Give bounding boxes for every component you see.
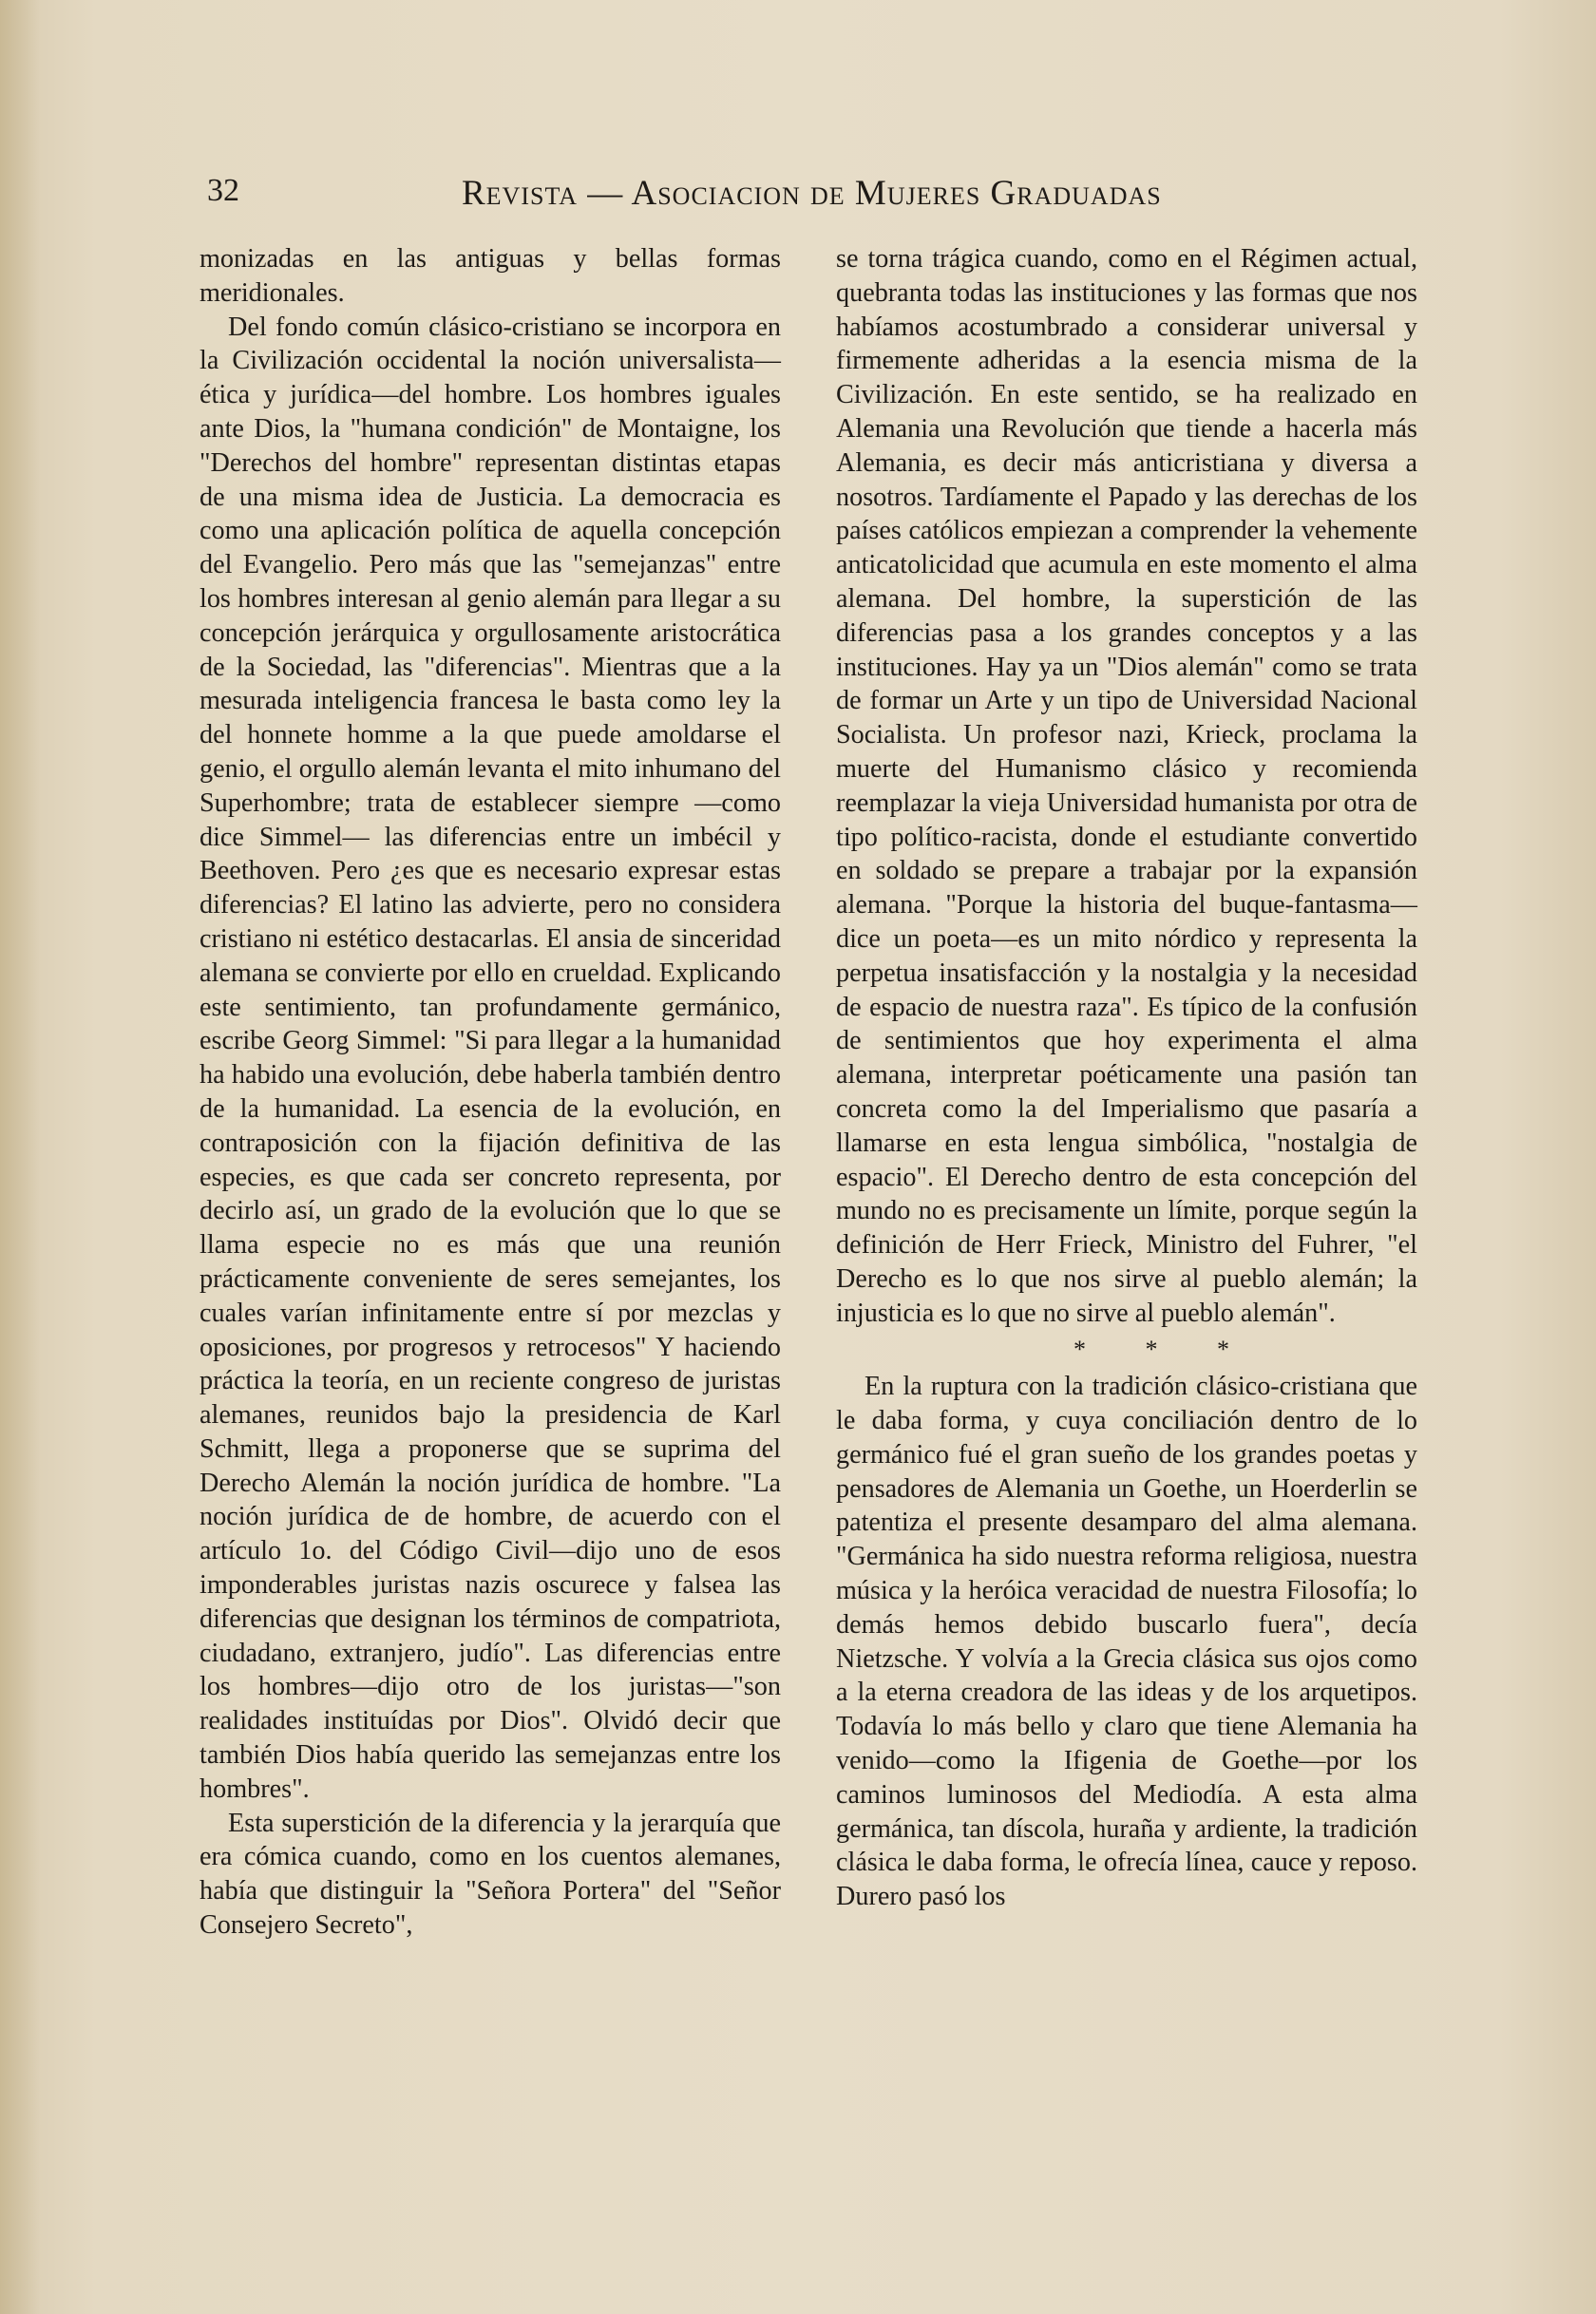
page-number: 32 bbox=[207, 173, 239, 208]
paragraph: Esta superstición de la diferencia y la jerarquía que era cómica cuando, como en los cuentos alemanes, había que distinguir la "Señora Portera" del "Señor Consejero Secreto", bbox=[200, 1808, 781, 1941]
paragraph: se torna trágica cuando, como en el Régimen actual, quebranta todas las instituciones y las formas que nos habíamos acostumbrado a considerar universal y firmemente adheridas a la esencia misma de la Civilización. En este sentido, se ha realizado en Alemania una Revolución que tiende a hacerla más Alemania, es decir más anticristiana y diversa a nosotros. Tardíamente el Papado y las derechas de los países católicos empiezan a comprender la vehemente anticatolicidad que acumula en este momento el alma alemana. Del hombre, la superstición de las diferencias pasa a los grandes conceptos y a las instituciones. Hay ya un "Dios alemán" como se trata de formar un Arte y un tipo de Universidad Nacional Socialista. Un profesor nazi, Krieck, proclama la muerte del Humanismo clásico y recomienda reemplazar la vieja Universidad humanista por otra de tipo político-racista, donde el estudiante convertido en soldado se prepare a trabajar por la expansión alemana. "Porque la historia del buque-fantasma—dice un poeta—es un mito nórdico y representa la perpetua insatisfacción y la nostalgia y la necesidad de espacio de nuestra raza". Es típico de la confusión de sentimientos que hoy experimenta el alma alemana, interpretar poéticamente una pasión tan concreta como la del Imperialismo que pasaría a llamarse en esta lengua simbólica, "nostalgia de espacio". El Derecho dentro de esta concepción del mundo no es precisamente un límite, porque según la definición de Herr Frieck, Ministro del Fuhrer, "el Derecho es lo que nos sirve al pueblo alemán; la injusticia es lo que no sirve al pueblo alemán". bbox=[836, 244, 1417, 1328]
right-column bbox=[836, 242, 1417, 1914]
journal-title: Revista — Asociacion de Mujeres Graduadas bbox=[462, 174, 1162, 213]
left-column bbox=[200, 242, 781, 1943]
page-header bbox=[207, 169, 1233, 218]
section-separator: * * * bbox=[1074, 1335, 1256, 1363]
paragraph: monizadas en las antiguas y bellas formas meridionales. bbox=[200, 244, 781, 308]
paragraph: En la ruptura con la tradición clásico-cristiana que le daba forma, y cuya conciliación dentro de lo germánico fué el gran sueño de los grandes poetas y pensadores de Alemania un Goethe, un Hoerderlin se patentiza el presente desamparo del alma alemana. "Germánica ha sido nuestra reforma religiosa, nuestra música y la heróica veracidad de nuestra Filosofía; lo demás hemos debido buscarlo fuera", decía Nietzsche. Y volvía a la Grecia clásica sus ojos como a la eterna creadora de las ideas y de los arquetipos. Todavía lo más bello y claro que tiene Alemania ha venido—como la Ifigenia de Goethe—por los caminos luminosos del Mediodía. A esta alma germánica, tan díscola, huraña y ardiente, la tradición clásica le daba forma, le ofrecía línea, cauce y reposo. Durero pasó los bbox=[836, 1372, 1417, 1912]
paragraph: Del fondo común clásico-cristiano se incorpora en la Civilización occidental la noción universalista—ética y jurídica—del hombre. Los hombres iguales ante Dios, la "humana condición" de Montaigne, los "Derechos del hombre" representan distintas etapas de una misma idea de Justicia. La democracia es como una aplicación política de aquella concepción del Evangelio. Pero más que las "semejanzas" entre los hombres interesan al genio alemán para llegar a su concepción jerárquica y orgullosamente aristocrática de la Sociedad, las "diferencias". Mientras que a la mesurada inteligencia francesa le basta como ley la del honnete homme a la que puede amoldarse el genio, el orgullo alemán levanta el mito inhumano del Superhombre; trata de establecer siempre —como dice Simmel— las diferencias entre un imbécil y Beethoven. Pero ¿es que es necesario expresar estas diferencias? El latino las advierte, pero no considera cristiano ni estético destacarlas. El ansia de sinceridad alemana se convierte por ello en crueldad. Explicando este sentimiento, tan profundamente germánico, escribe Georg Simmel: "Si para llegar a la humanidad ha habido una evolución, debe haberla también dentro de la humanidad. La esencia de la evolución, en contraposición con la fijación definitiva de las especies, es que cada ser concreto representa, por decirlo así, un grado de la evolución que lo que se llama especie no es más que una reunión prácticamente conveniente de seres semejantes, los cuales varían infinitamente entre sí por mezclas y oposiciones, por progresos y retrocesos" Y haciendo práctica la teoría, en un reciente congreso de juristas alemanes, reunidos bajo la presidencia de Karl Schmitt, llega a proponerse que se suprima del Derecho Alemán la noción jurídica de hombre. "La noción jurídica de de hombre, de acuerdo con el artículo 1o. del Código Civil—dijo uno de esos imponderables juristas nazis oscurece y falsea las diferencias que designan los términos de compatriota, ciudadano, extranjero, judío". Las diferencias entre los hombres—dijo otro de los juristas—"son realidades instituídas por Dios". Olvidó decir que también Dios había querido las semejanzas entre los hombres". bbox=[200, 312, 781, 1804]
page-edge-shadow bbox=[0, 0, 40, 2314]
